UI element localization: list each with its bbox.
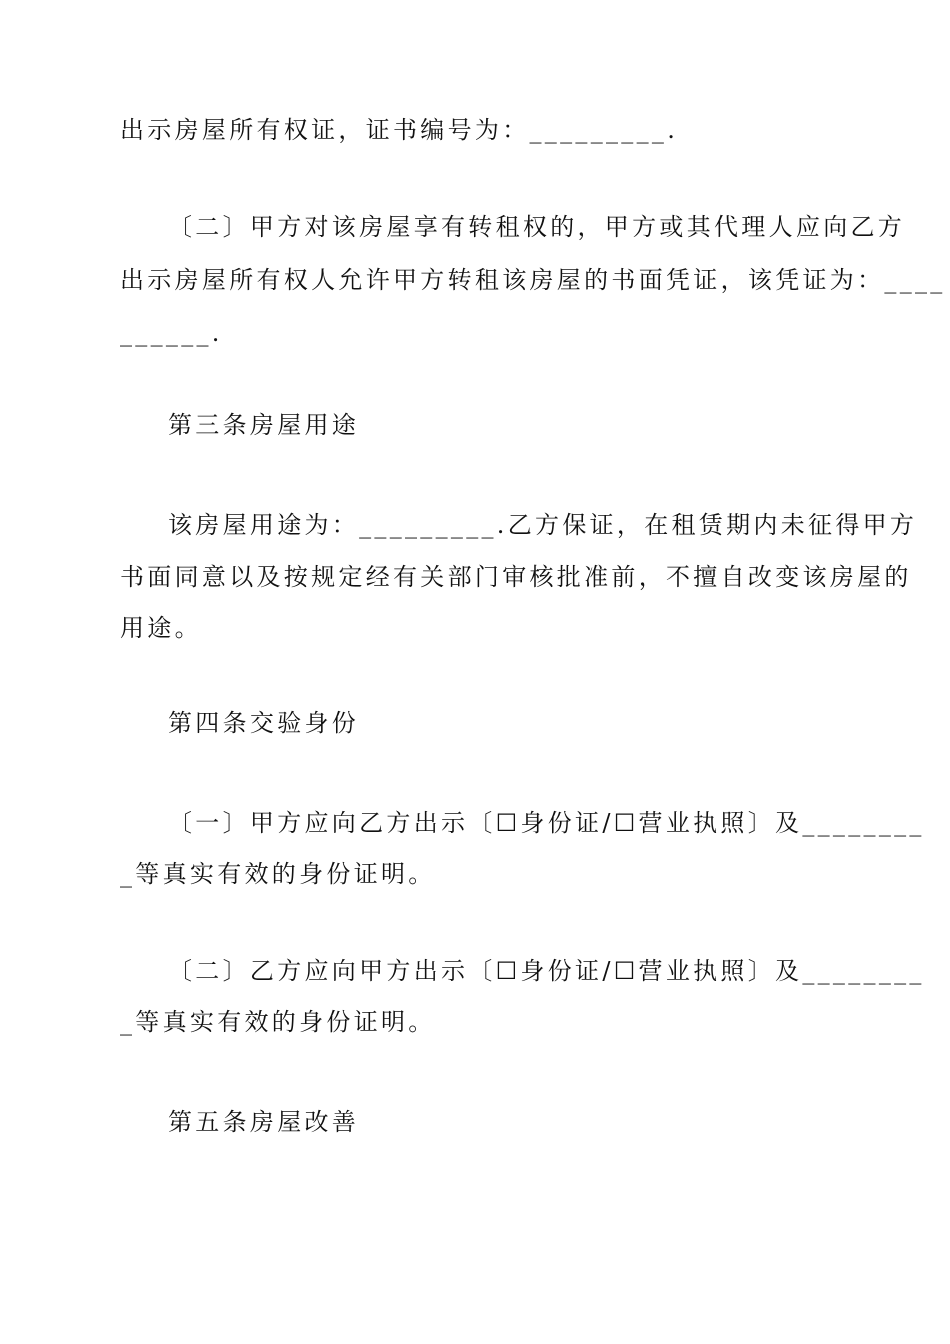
paragraph-line: 〔二〕乙方应向甲方出示〔☐身份证/☐营业执照〕及________: [168, 957, 925, 985]
section-heading: 第五条房屋改善: [168, 1108, 360, 1136]
paragraph-line: 书面同意以及按规定经有关部门审核批准前，不擅自改变该房屋的: [120, 563, 912, 591]
paragraph-line: 出示房屋所有权人允许甲方转租该房屋的书面凭证，该凭证为：____: [120, 266, 946, 294]
paragraph-line: 该房屋用途为：_________.乙方保证，在租赁期内未征得甲方: [168, 511, 918, 539]
paragraph-line: ______.: [120, 319, 223, 347]
paragraph-line: _等真实有效的身份证明。: [120, 860, 436, 888]
paragraph-line: 〔一〕甲方应向乙方出示〔☐身份证/☐营业执照〕及________: [168, 809, 925, 837]
paragraph-line: 〔二〕甲方对该房屋享有转租权的，甲方或其代理人应向乙方: [168, 213, 906, 241]
paragraph-line: 用途。: [120, 614, 202, 642]
section-heading: 第三条房屋用途: [168, 411, 360, 439]
paragraph-line: _等真实有效的身份证明。: [120, 1008, 436, 1036]
paragraph-line: 出示房屋所有权证，证书编号为：_________.: [120, 116, 679, 144]
section-heading: 第四条交验身份: [168, 709, 360, 737]
